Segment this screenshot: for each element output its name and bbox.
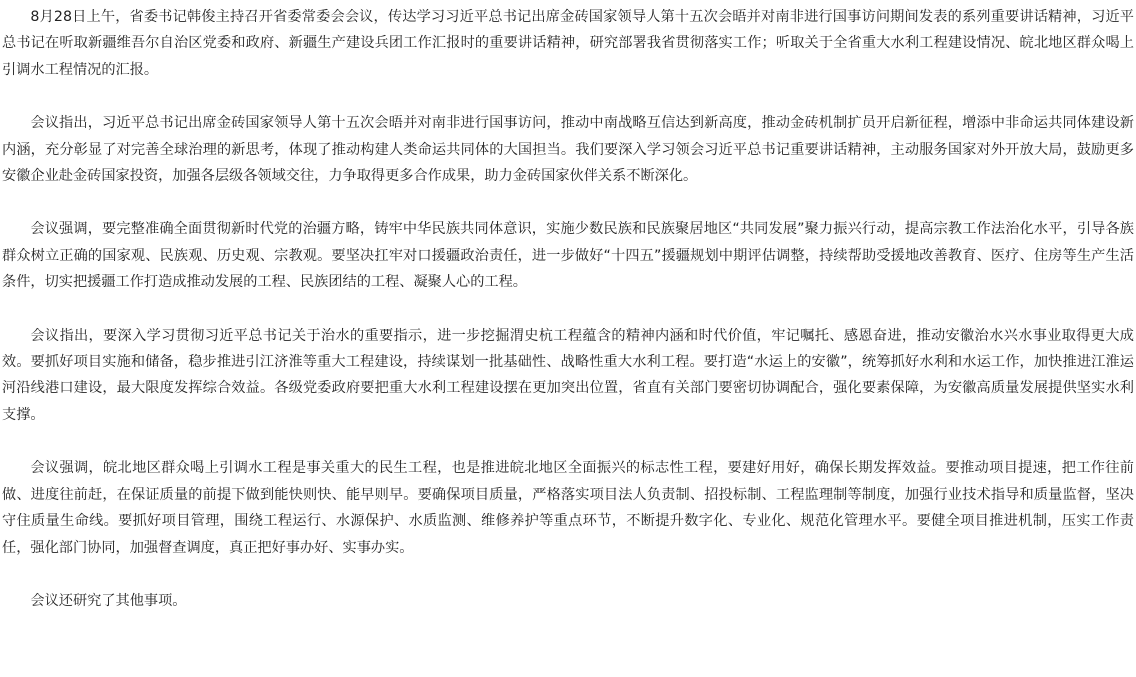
paragraph-water-diversion: 会议强调，皖北地区群众喝上引调水工程是事关重大的民生工程，也是推进皖北地区全面振兴的标志性工程，要建好用好，确保长期发挥效益。要推动项目提速，把工作往前做、进度往前赶，在保证质量的前提下做到能快则快、能早则早。要确保项目质量，严格落实项目法人负责制、招投标制、工程监理制等制度，加强行业技术指导和质量监督，坚决守住质量生命线。要抓好项目管理，围绕工程运行、水源保护、水质监测、维修养护等重点环节，不断提升数字化、专业化、规范化管理水平。要健全项目推进机制，压实工作责任，强化部门协同，加强督查调度，真正把好事办好、实事办实。 xyxy=(2,460,1134,556)
paragraph-other-matters: 会议还研究了其他事项。 xyxy=(30,592,187,609)
paragraph-brics: 会议指出，习近平总书记出席金砖国家领导人第十五次会晤并对南非进行国事访问，推动中南战略互信达到新高度，推动金砖机制扩员开启新征程，增添中非命运共同体建设新内涵，充分彰显了对完善全球治理的新思考，体现了推动构建人类命运共同体的大国担当。我们要深入学习领会习近平总书记重要讲话精神，主动服务国家对外开放大局，鼓励更多安徽企业赴金砖国家投资，加强各层级各领域交往，力争取得更多合作成果，助力金砖国家伙伴关系不断深化。 xyxy=(2,115,1134,185)
paragraph-intro: 8月28日上午，省委书记韩俊主持召开省委常委会会议，传达学习习近平总书记出席金砖国家领导人第十五次会晤并对南非进行国事访问期间发表的系列重要讲话精神，习近平总书记在听取新疆维吾尔自治区党委和政府、新疆生产建设兵团工作汇报时的重要讲话精神，研究部署我省贯彻落实工作；听取关于全省重大水利工程建设情况、皖北地区群众喝上引调水工程情况的汇报。 xyxy=(2,9,1134,78)
paragraph-xinjiang: 会议强调，要完整准确全面贯彻新时代党的治疆方略，铸牢中华民族共同体意识，实施少数民族和民族聚居地区“共同发展”聚力振兴行动，提高宗教工作法治化水平，引导各族群众树立正确的国家观、民族观、历史观、宗教观。要坚决扛牢对口援疆政治责任，进一步做好“十四五”援疆规划中期评估调整，持续帮助受援地改善教育、医疗、住房等生产生活条件，切实把援疆工作打造成推动发展的工程、民族团结的工程、凝聚人心的工程。 xyxy=(2,221,1134,291)
paragraph-water-conservancy: 会议指出，要深入学习贯彻习近平总书记关于治水的重要指示，进一步挖掘渭史杭工程蕴含的精神内涵和时代价值，牢记嘱托、感恩奋进，推动安徽治水兴水事业取得更大成效。要抓好项目实施和储备，稳步推进引江济淮等重大工程建设，持续谋划一批基础性、战略性重大水利工程。要打造“水运上的安徽”，统筹抓好水利和水运工作，加快推进江淮运河沿线港口建设，最大限度发挥综合效益。各级党委政府要把重大水利工程建设摆在更加突出位置，省直有关部门要密切协调配合，强化要素保障，为安徽高质量发展提供坚实水利支撑。 xyxy=(2,327,1134,423)
